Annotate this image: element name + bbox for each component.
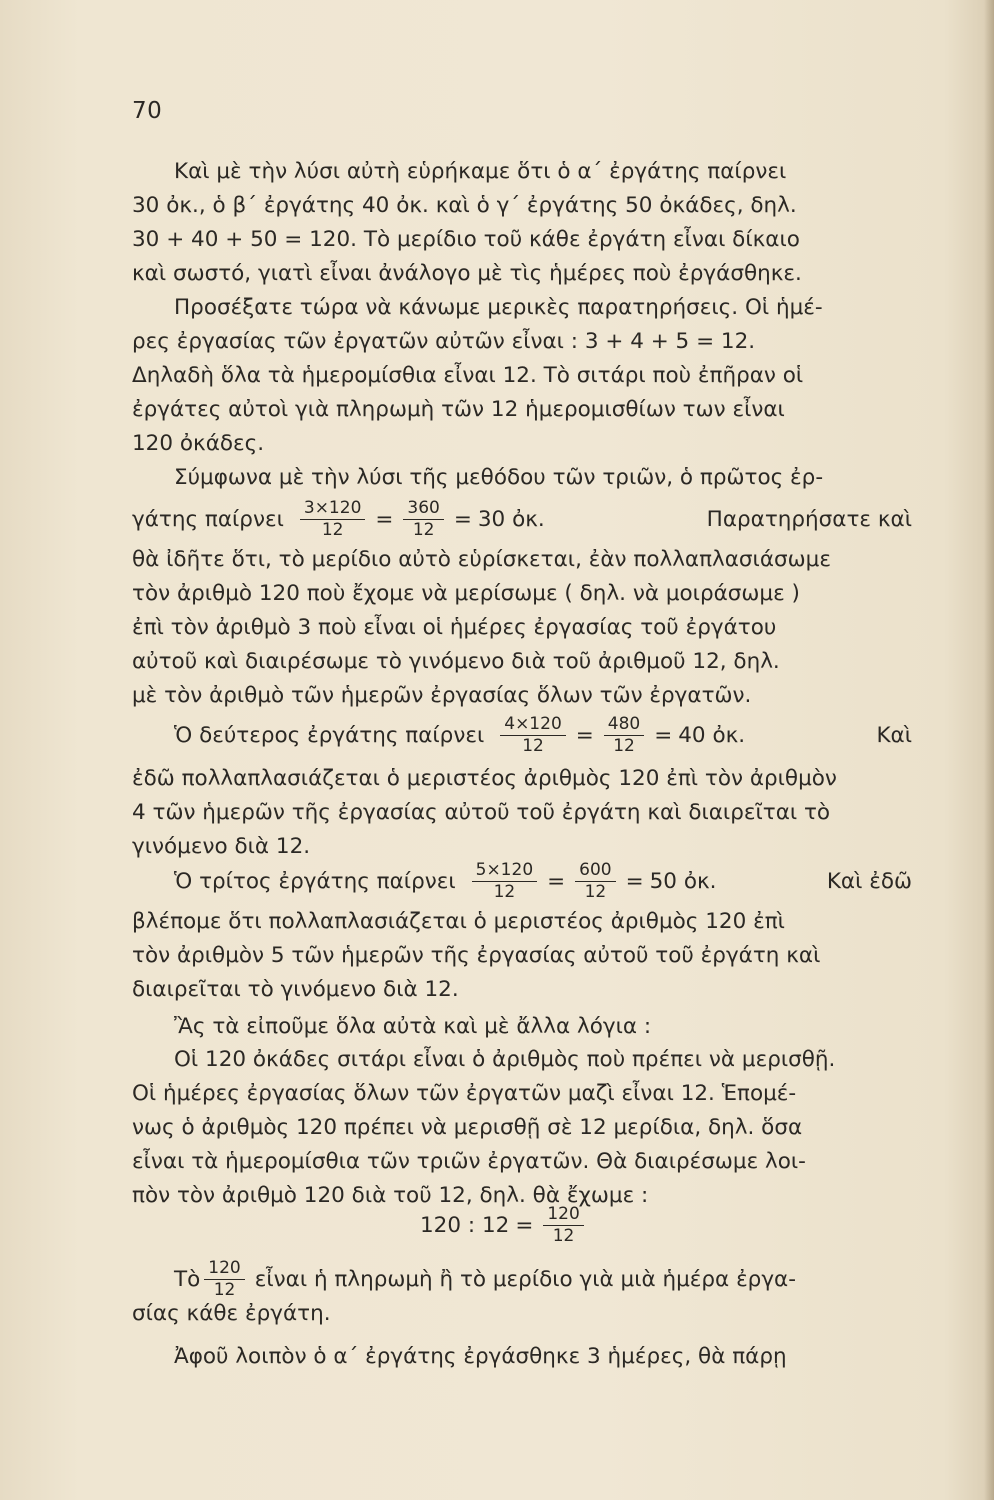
text-line: βλέπομε ὅτι πολλαπλασιάζεται ὁ μεριστέος ἀριθμὸς 120 ἐπὶ [132, 909, 785, 934]
text-line: γινόμενο διὰ 12. [132, 834, 311, 859]
text-line: καὶ σωστό, γιατὶ εἶναι ἀνάλογο μὲ τὶς ἡμέρες ποὺ ἐργάσθηκε. [132, 261, 802, 286]
text-line: Προσέξατε τώρα νὰ κάνωμε μερικὲς παρατηρήσεις. Οἱ ἡμέ- [174, 295, 823, 320]
paragraph-4-continued [132, 762, 912, 864]
text-line: 120 ὀκάδες. [132, 431, 265, 456]
fraction [300, 499, 366, 540]
formula-line-1: γάτης παίρνει $\frac{3\times 120}{12}$ = $\frac{360}{12}$ = 30 ὀκ. Παρατηρήσατε καὶ [132, 497, 912, 540]
formula-lead: Ὁ δεύτερος ἐργάτης παίρνει [174, 722, 485, 748]
fraction [403, 499, 443, 540]
paragraph-3 [132, 461, 912, 495]
denominator: 12 [321, 519, 344, 540]
text-line: 30 + 40 + 50 = 120. Τὸ μερίδιο τοῦ κάθε ἐργάτη εἶναι δίκαιο [132, 227, 800, 252]
text-line: 30 ὀκ., ὁ β΄ ἐργάτης 40 ὀκ. καὶ ὁ γ΄ ἐργάτης 50 ὀκάδες, δηλ. [132, 193, 797, 218]
fraction [543, 1205, 583, 1246]
fraction [575, 861, 615, 902]
formula-tail: Καὶ [876, 722, 912, 748]
text-fragment: εἶναι ἡ πληρωμὴ ἢ τὸ μερίδιο γιὰ μιὰ ἡμέρα ἐργα- [254, 1266, 796, 1292]
paragraph-1 [132, 155, 912, 291]
text-line: Ἂς τὰ εἰποῦμε ὅλα αὐτὰ καὶ μὲ ἄλλα λόγια : [174, 1014, 652, 1039]
text-fragment: Τὸ [174, 1266, 201, 1292]
numerator: 120 [204, 1259, 244, 1280]
page-edge [984, 0, 994, 1500]
paragraph-3-continued [132, 543, 912, 713]
text-line: ρες ἐργασίας τῶν ἐργατῶν αὐτῶν εἶναι : 3 + 4 + 5 = 12. [132, 329, 756, 354]
text-line: νως ὁ ἀριθμὸς 120 πρέπει νὰ μερισθῇ σὲ 12 μερίδια, δηλ. ὅσα [132, 1115, 803, 1140]
text-line: θὰ ἰδῆτε ὅτι, τὸ μερίδιο αὐτὸ εὑρίσκεται, ἐὰν πολλαπλασιάσωμε [132, 547, 831, 572]
fraction [604, 715, 644, 756]
text-line: Οἱ 120 ὀκάδες σιτάρι εἶναι ὁ ἀριθμὸς ποὺ πρέπει νὰ μερισθῇ. [174, 1047, 836, 1072]
fraction [500, 715, 566, 756]
text-line: τὸν ἀριθμὸν 5 τῶν ἡμερῶν τῆς ἐργασίας αὐτοῦ τοῦ ἐργάτη καὶ [132, 943, 821, 968]
formula-result: 40 ὀκ. [678, 722, 746, 748]
fraction [204, 1259, 244, 1300]
page-number: 70 [132, 98, 163, 124]
text-line: ἐπὶ τὸν ἀριθμὸ 3 ποὺ εἶναι οἱ ἡμέρες ἐργασίας τοῦ ἐργάτου [132, 615, 777, 640]
numerator: 600 [575, 861, 615, 882]
formula-tail: Καὶ ἐδῶ [826, 868, 912, 894]
formula-lead: γάτης παίρνει [132, 506, 284, 532]
denominator: 12 [412, 519, 435, 540]
denominator: 12 [584, 881, 607, 902]
text-line: Δηλαδὴ ὅλα τὰ ἡμερομίσθια εἶναι 12. Τὸ σιτάρι ποὺ ἐπῆραν οἱ [132, 363, 804, 388]
text-line: Σύμφωνα μὲ τὴν λύσι τῆς μεθόδου τῶν τριῶν, ὁ πρῶτος ἐρ- [174, 465, 824, 490]
denominator: 12 [213, 1279, 236, 1300]
numerator: 360 [403, 499, 443, 520]
text-line: σίας κάθε ἐργάτη. [132, 1301, 331, 1326]
text-line: Ἀφοῦ λοιπὸν ὁ α΄ ἐργάτης ἐργάσθηκε 3 ἡμέρες, θὰ πάρῃ [174, 1344, 787, 1369]
denominator: 12 [552, 1226, 575, 1246]
paragraph-9 [132, 1340, 912, 1374]
text-line: αὐτοῦ καὶ διαιρέσωμε τὸ γινόμενο διὰ τοῦ ἀριθμοῦ 12, δηλ. [132, 649, 780, 674]
formula-lead: Ὁ τρίτος ἐργάτης παίρνει [174, 868, 456, 894]
numerator: 3×120 [300, 499, 366, 520]
text-line: εἶναι τὰ ἡμερομίσθια τῶν τριῶν ἐργατῶν. Θὰ διαιρέσωμε λοι- [132, 1149, 806, 1174]
paragraph-8-continued [132, 1297, 912, 1331]
numerator: 4×120 [500, 715, 566, 736]
paragraph-5-continued [132, 905, 912, 1007]
numerator: 5×120 [472, 861, 538, 882]
denominator: 12 [613, 735, 635, 756]
text-line: διαιρεῖται τὸ γινόμενο διὰ 12. [132, 977, 459, 1002]
centered-formula: 120 : 12 = $\frac{120}{12}$ [420, 1205, 588, 1246]
formula-result: 50 ὀκ. [649, 868, 717, 894]
text-line: 4 τῶν ἡμερῶν τῆς ἐργασίας αὐτοῦ τοῦ ἐργάτη καὶ διαιρεῖται τὸ [132, 800, 831, 825]
text-line: τὸν ἀριθμὸ 120 ποὺ ἔχομε νὰ μερίσωμε ( δηλ. νὰ μοιράσωμε ) [132, 581, 800, 606]
formula-lhs: 120 : 12 [420, 1213, 510, 1238]
denominator: 12 [493, 881, 516, 902]
text-line: πὸν τὸν ἀριθμὸ 120 διὰ τοῦ 12, δηλ. θὰ ἔχωμε : [132, 1183, 649, 1208]
numerator: 120 [543, 1205, 583, 1226]
formula-line-3: Ὁ τρίτος ἐργάτης παίρνει $\frac{5\times 120}{12}$ = $\frac{600}{12}$ = 50 ὀκ. Καὶ ἐδῶ [132, 858, 912, 904]
paragraph-8 [132, 1256, 912, 1302]
text-line: ἐργάτες αὐτοὶ γιὰ πληρωμὴ τῶν 12 ἡμερομισθίων των εἶναι [132, 397, 785, 422]
formula-result: 30 ὀκ. [477, 506, 545, 532]
formula-tail: Παρατηρήσατε καὶ [706, 506, 912, 532]
denominator: 12 [522, 735, 544, 756]
text-line: μὲ τὸν ἀριθμὸ τῶν ἡμερῶν ἐργασίας ὅλων τῶν ἐργατῶν. [132, 683, 752, 708]
text-line: Οἱ ἡμέρες ἐργασίας ὅλων τῶν ἐργατῶν μαζὶ εἶναι 12. Ἑπομέ- [132, 1081, 797, 1106]
fraction [472, 861, 538, 902]
paragraph-6 [132, 1010, 912, 1044]
formula-line-2: Ὁ δεύτερος ἐργάτης παίρνει $\frac{4\times 120}{12}$ = $\frac{480}{12}$ = 40 ὀκ. Καὶ [132, 712, 912, 758]
paragraph-7 [132, 1043, 912, 1213]
numerator: 480 [604, 715, 644, 736]
text-line: ἐδῶ πολλαπλασιάζεται ὁ μεριστέος ἀριθμὸς 120 ἐπὶ τὸν ἀριθμὸν [132, 766, 837, 791]
paragraph-2 [132, 291, 912, 461]
text-line: Καὶ μὲ τὴν λύσι αὐτὴ εὑρήκαμε ὅτι ὁ α΄ ἐργάτης παίρνει [174, 159, 787, 184]
